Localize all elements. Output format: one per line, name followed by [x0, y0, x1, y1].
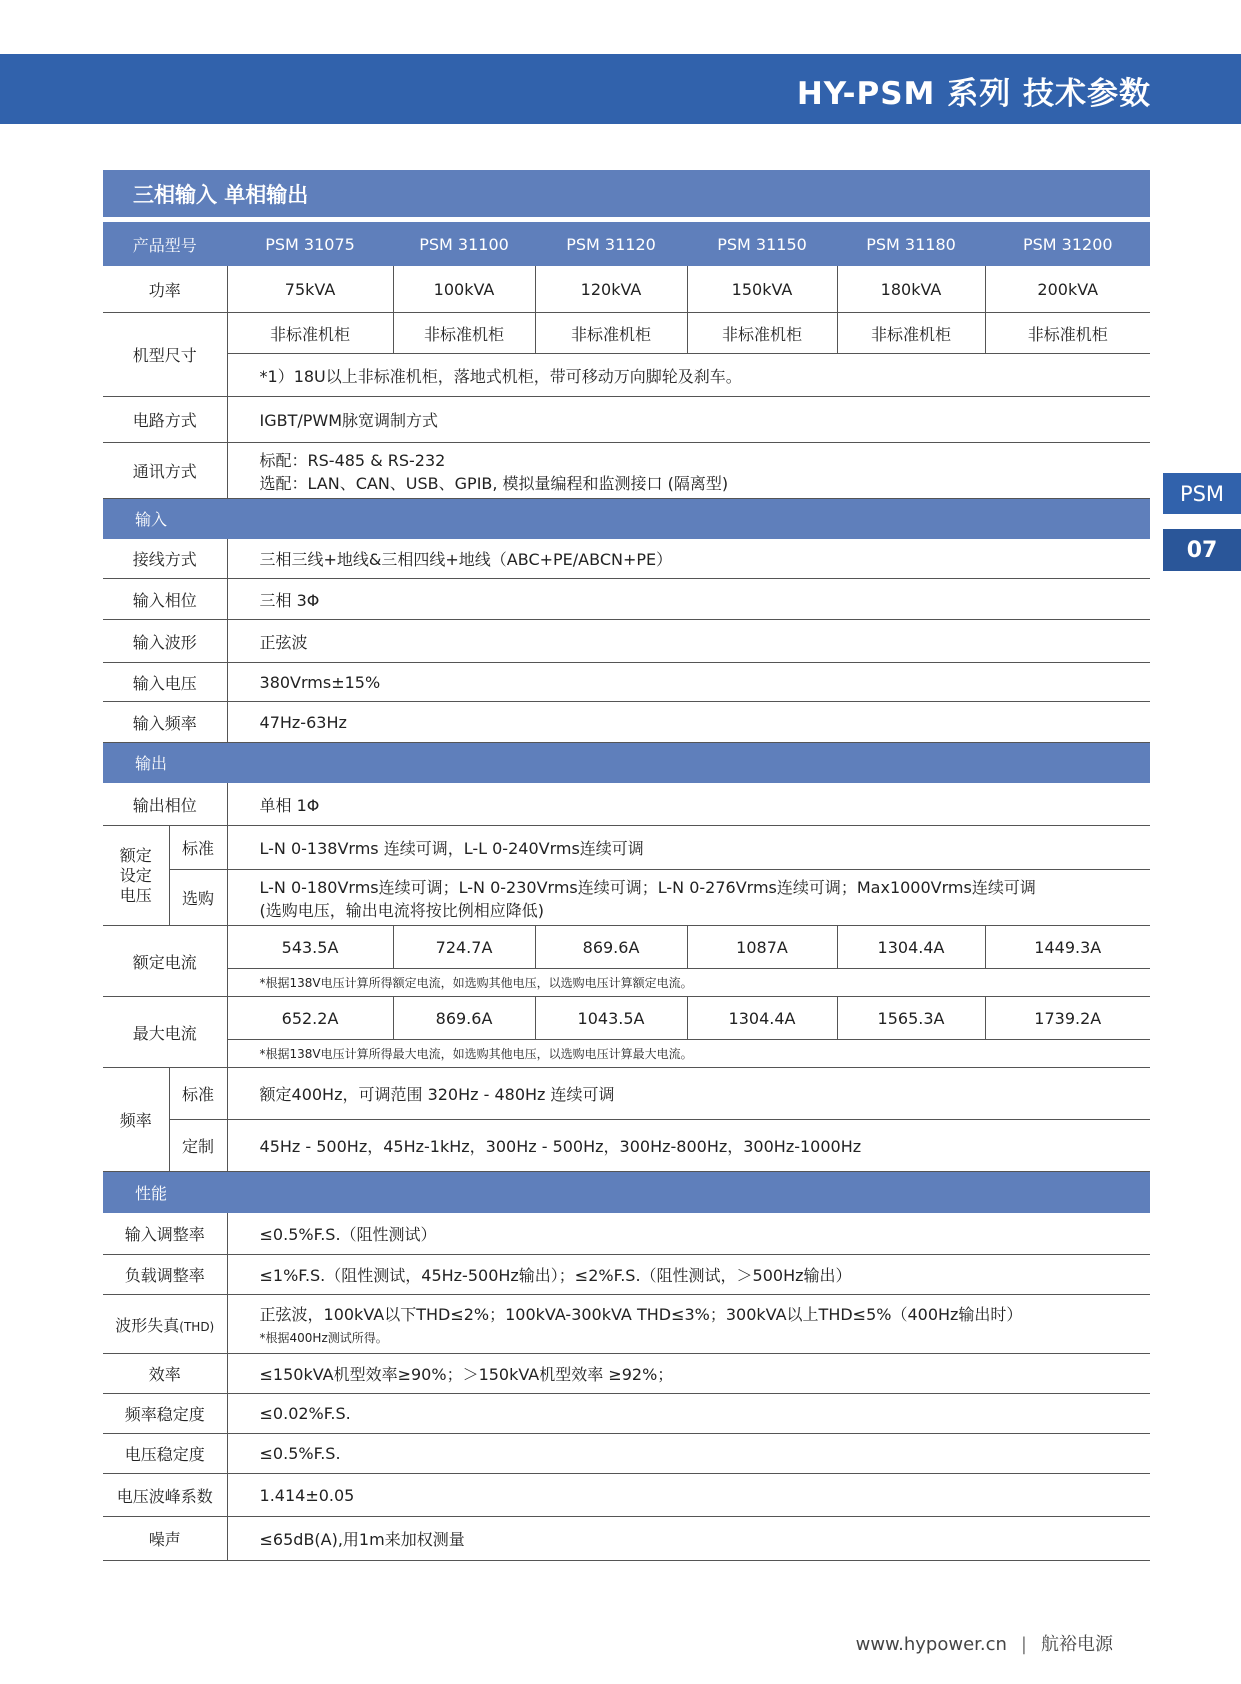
freq-custom-value: 45Hz - 500Hz，45Hz-1kHz，300Hz - 500Hz，300Hz-800Hz，300Hz-1000Hz [227, 1120, 1150, 1172]
power-cell: 100kVA [393, 266, 535, 313]
in-freq-value: 47Hz-63Hz [227, 702, 1150, 743]
footer [856, 1630, 1113, 1656]
out-phase-row [103, 783, 1150, 826]
cabinet-cell: 非标准机柜 [837, 313, 985, 354]
rated-volt-label-line: 电压 [119, 885, 152, 905]
max-cur-cell: 869.6A [393, 997, 535, 1040]
model-label: 产品型号 [103, 223, 227, 266]
wiring-row [103, 539, 1150, 579]
std-volt-label: 标准 [169, 826, 227, 870]
cabinet-cell: 非标准机柜 [535, 313, 687, 354]
in-wave-row [103, 620, 1150, 663]
volt-stab-row [103, 1434, 1150, 1474]
power-cell: 180kVA [837, 266, 985, 313]
model-cell: PSM 31100 [393, 223, 535, 266]
page-title: HY-PSM 系列 技术参数 [796, 76, 1151, 112]
spec-table [103, 222, 1150, 1561]
model-cell: PSM 31120 [535, 223, 687, 266]
power-cell: 200kVA [985, 266, 1150, 313]
freq-stab-value: ≤0.02%F.S. [227, 1394, 1150, 1434]
rated-cur-cell: 1304.4A [837, 926, 985, 969]
freq-label: 频率 [103, 1068, 169, 1172]
rated-cur-note: *根据138V电压计算所得额定电流，如选购其他电压，以选购电压计算额定电流。 [227, 969, 1150, 997]
in-phase-value: 三相 3Φ [227, 579, 1150, 620]
in-phase-label: 输入相位 [103, 579, 227, 620]
rated-cur-cell: 1087A [687, 926, 837, 969]
eff-value: ≤150kVA机型效率≥90%；＞150kVA机型效率 ≥92%； [227, 1354, 1150, 1394]
max-cur-cell: 1565.3A [837, 997, 985, 1040]
side-tab-page-number: 07 [1163, 529, 1241, 571]
crest-row [103, 1474, 1150, 1517]
input-section-row [103, 499, 1150, 539]
load-reg-label: 负载调整率 [103, 1255, 227, 1295]
noise-label: 噪声 [103, 1517, 227, 1561]
cabinet-label: 机型尺寸 [103, 313, 227, 397]
cabinet-cell: 非标准机柜 [227, 313, 393, 354]
comm-row [103, 443, 1150, 499]
opt-volt-note: (选购电压，输出电流将按比例相应降低) [259, 900, 545, 920]
rated-cur-cell: 543.5A [227, 926, 393, 969]
input-section-title: 输入 [103, 499, 1150, 539]
in-wave-value: 正弦波 [227, 620, 1150, 663]
comm-label: 通讯方式 [103, 443, 227, 499]
volt-stab-label: 电压稳定度 [103, 1434, 227, 1474]
section-title: 三相输入 单相输出 [103, 170, 1150, 217]
crest-label: 电压波峰系数 [103, 1474, 227, 1517]
power-row [103, 266, 1150, 313]
power-cell: 75kVA [227, 266, 393, 313]
max-cur-cell: 1304.4A [687, 997, 837, 1040]
side-tab-psm: PSM [1163, 473, 1241, 514]
max-cur-note: *根据138V电压计算所得最大电流，如选购其他电压，以选购电压计算最大电流。 [227, 1040, 1150, 1068]
rated-cur-label: 额定电流 [103, 926, 227, 997]
rated-cur-row [103, 926, 1150, 969]
in-volt-label: 输入电压 [103, 663, 227, 702]
comm-optional: 选配：LAN、CAN、USB、GPIB, 模拟量编程和监测接口 (隔离型) [259, 473, 729, 493]
eff-label: 效率 [103, 1354, 227, 1394]
rated-cur-cell: 869.6A [535, 926, 687, 969]
load-reg-value: ≤1%F.S.（阻性测试，45Hz-500Hz输出）；≤2%F.S.（阻性测试，＞500Hz输出） [227, 1255, 1150, 1295]
eff-row [103, 1354, 1150, 1394]
std-volt-row [103, 826, 1150, 870]
model-cell: PSM 31075 [227, 223, 393, 266]
rated-volt-label-line: 设定 [119, 865, 152, 885]
max-cur-cell: 1043.5A [535, 997, 687, 1040]
opt-volt-line: L-N 0-180Vrms连续可调；L-N 0-230Vrms连续可调；L-N 0-276Vrms连续可调；Max1000Vrms连续可调 [259, 877, 1036, 897]
freq-stab-label: 频率稳定度 [103, 1394, 227, 1434]
thd-label-text: 波形失真 [115, 1315, 180, 1335]
perf-section-row [103, 1172, 1150, 1213]
cabinet-cell: 非标准机柜 [687, 313, 837, 354]
noise-row [103, 1517, 1150, 1561]
model-cell: PSM 31200 [985, 223, 1150, 266]
rated-volt-label [103, 826, 169, 926]
max-cur-label: 最大电流 [103, 997, 227, 1068]
footer-brand: 航裕电源 [1041, 1634, 1113, 1655]
rated-cur-cell: 724.7A [393, 926, 535, 969]
freq-std-row [103, 1068, 1150, 1120]
thd-label-suffix: (THD) [179, 1319, 215, 1334]
load-reg-row [103, 1255, 1150, 1295]
max-cur-cell: 1739.2A [985, 997, 1150, 1040]
freq-std-label: 标准 [169, 1068, 227, 1120]
header-bar [0, 54, 1241, 124]
max-cur-note-row [103, 1040, 1150, 1068]
std-volt-value: L-N 0-138Vrms 连续可调，L-L 0-240Vrms连续可调 [227, 826, 1150, 870]
max-cur-row [103, 997, 1150, 1040]
out-phase-value: 单相 1Φ [227, 783, 1150, 826]
wiring-label: 接线方式 [103, 539, 227, 579]
line-reg-value: ≤0.5%F.S.（阻性测试） [227, 1213, 1150, 1255]
rated-cur-cell: 1449.3A [985, 926, 1150, 969]
thd-note: *根据400Hz测试所得。 [259, 1331, 388, 1345]
power-label: 功率 [103, 266, 227, 313]
circuit-row [103, 397, 1150, 443]
freq-custom-row [103, 1120, 1150, 1172]
out-phase-label: 输出相位 [103, 783, 227, 826]
thd-row [103, 1295, 1150, 1354]
opt-volt-value [227, 870, 1150, 926]
model-cell: PSM 31150 [687, 223, 837, 266]
comm-standard: 标配：RS-485 & RS-232 [259, 450, 446, 470]
line-reg-row [103, 1213, 1150, 1255]
max-cur-cell: 652.2A [227, 997, 393, 1040]
in-freq-label: 输入频率 [103, 702, 227, 743]
opt-volt-label: 选购 [169, 870, 227, 926]
circuit-label: 电路方式 [103, 397, 227, 443]
thd-value [227, 1295, 1150, 1354]
output-section-row [103, 743, 1150, 783]
in-wave-label: 输入波形 [103, 620, 227, 663]
cabinet-row [103, 313, 1150, 354]
freq-stab-row [103, 1394, 1150, 1434]
freq-custom-label: 定制 [169, 1120, 227, 1172]
cabinet-note: *1）18U以上非标准机柜，落地式机柜，带可移动万向脚轮及刹车。 [227, 354, 1150, 397]
circuit-value: IGBT/PWM脉宽调制方式 [227, 397, 1150, 443]
cabinet-note-row [103, 354, 1150, 397]
perf-section-title: 性能 [103, 1172, 1150, 1213]
volt-stab-value: ≤0.5%F.S. [227, 1434, 1150, 1474]
crest-value: 1.414±0.05 [227, 1474, 1150, 1517]
wiring-value: 三相三线+地线&三相四线+地线（ABC+PE/ABCN+PE） [227, 539, 1150, 579]
power-cell: 150kVA [687, 266, 837, 313]
model-row [103, 223, 1150, 266]
in-freq-row [103, 702, 1150, 743]
thd-label [103, 1295, 227, 1354]
footer-divider: | [1020, 1634, 1027, 1655]
in-phase-row [103, 579, 1150, 620]
line-reg-label: 输入调整率 [103, 1213, 227, 1255]
thd-text: 正弦波，100kVA以下THD≤2%；100kVA-300kVA THD≤3%；300kVA以上THD≤5%（400Hz输出时） [259, 1305, 1023, 1324]
cabinet-cell: 非标准机柜 [985, 313, 1150, 354]
cabinet-cell: 非标准机柜 [393, 313, 535, 354]
opt-volt-row [103, 870, 1150, 926]
output-section-title: 输出 [103, 743, 1150, 783]
comm-value [227, 443, 1150, 499]
rated-volt-label-line: 额定 [119, 845, 152, 865]
footer-website: www.hypower.cn [855, 1634, 1007, 1655]
model-cell: PSM 31180 [837, 223, 985, 266]
in-volt-value: 380Vrms±15% [227, 663, 1150, 702]
rated-cur-note-row [103, 969, 1150, 997]
freq-std-value: 额定400Hz，可调范围 320Hz - 480Hz 连续可调 [227, 1068, 1150, 1120]
power-cell: 120kVA [535, 266, 687, 313]
in-volt-row [103, 663, 1150, 702]
noise-value: ≤65dB(A),用1m来加权测量 [227, 1517, 1150, 1561]
